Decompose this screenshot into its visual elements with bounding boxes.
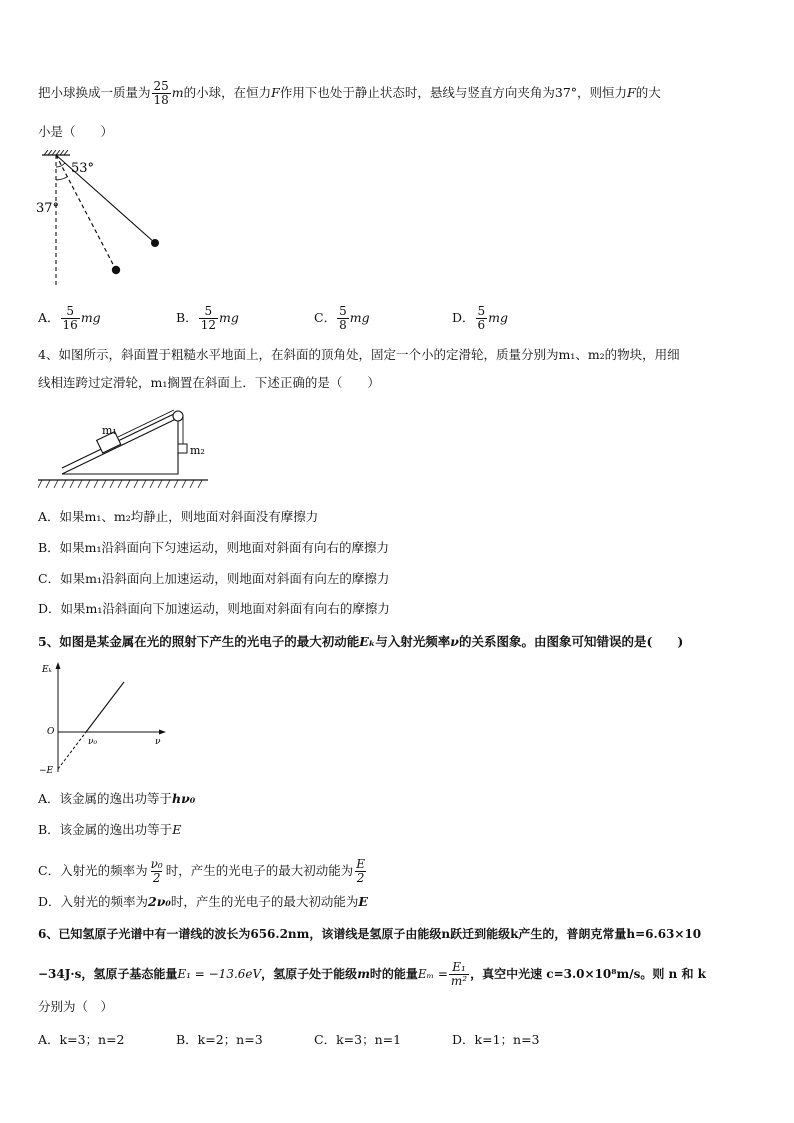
m1-label: m₁	[102, 424, 117, 437]
q4-option-a[interactable]: A．如果m₁、m₂均静止，则地面对斜面没有摩擦力	[38, 509, 319, 524]
mass-var: m	[171, 85, 184, 100]
q3-stem-line1: 把小球换成一质量为 $\frac{25}{18}$ m的小球，在恒力F作用下也处于静止状态时，悬线与竖直方向夹角为37°，则恒力F的大	[38, 79, 661, 107]
q4-stem-line1: 4、如图所示，斜面置于粗糙水平地面上，在斜面的顶角处，固定一个小的定滑轮，质量分别为m₁、m₂的物块，用细	[38, 347, 680, 362]
q6-option-d[interactable]: D．k=1；n=3	[452, 1032, 540, 1047]
q3-option-c[interactable]: C． $\frac{5}{8}$ mg	[314, 304, 370, 332]
q6-stem-line1: 6、已知氢原子光谱中有一谱线的波长为656.2nm，该谱线是氢原子由能级n跃迁到能级k产生的，普朗克常量h=6.63×10	[38, 927, 702, 941]
q6-option-b[interactable]: B．k=2；n=3	[176, 1032, 263, 1047]
q5-option-c[interactable]: C．入射光的频率为 $\frac{\text{ν₀}}{2}$ 时，产生的光电子的最大初动能为 $\frac{E}{2}$	[38, 857, 365, 885]
q3-option-a[interactable]: A． $\frac{5}{16}$ mg	[38, 304, 101, 332]
m2-label: m₂	[190, 444, 205, 457]
angle-53-label: 53°	[71, 161, 95, 176]
q5-stem: 5、如图是某金属在光的照射下产生的光电子的最大初动能Eₖ与入射光频率ν的关系图象。由图象可知错误的是( )	[38, 634, 684, 649]
q6-stem-line2: −34J·s，氢原子基态能量E₁ = −13.6eV，氢原子处于能级m时的能量Eₘ = $\frac{\text{E₁}}{\text{m²}}$ ，真空中光速 c=3.0×10⁸m/s。则 n 和 k	[38, 960, 706, 988]
q4-stem-line2: 线相连跨过定滑轮，m₁搁置在斜面上．下述正确的是（ ）	[38, 375, 380, 390]
q3-option-d[interactable]: D． $\frac{5}{6}$ mg	[452, 304, 509, 332]
q4-option-b[interactable]: B．如果m₁沿斜面向下匀速运动，则地面对斜面有向右的摩擦力	[38, 540, 390, 555]
ek-nu-graph	[38, 660, 173, 780]
y-axis-label: Eₖ	[42, 665, 52, 675]
q6-stem-line3: 分别为（ ）	[38, 999, 114, 1014]
q4-option-d[interactable]: D．如果m₁沿斜面向下加速运动，则地面对斜面有向右的摩擦力	[38, 601, 390, 616]
mass-fraction: $\frac{25}{18}$	[153, 79, 169, 107]
ground-energy: E₁ = −13.6eV	[177, 967, 262, 981]
origin-label: O	[47, 727, 55, 737]
angle-37-label: 37°	[36, 201, 60, 216]
q3-stem-line2: 小是（ ）	[38, 124, 114, 139]
q5-option-d[interactable]: D．入射光的频率为2ν₀时，产生的光电子的最大初动能为E	[38, 894, 368, 909]
x-axis-label: ν	[155, 737, 161, 747]
q4-option-c[interactable]: C．如果m₁沿斜面向上加速运动，则地面对斜面有向左的摩擦力	[38, 571, 390, 586]
q3-text-a: 把小球换成一质量为	[38, 85, 151, 100]
neg-e-label: −E	[39, 766, 54, 776]
nu0-label: ν₀	[88, 737, 98, 747]
pendulum-figure	[36, 150, 176, 290]
incline-figure	[38, 408, 213, 494]
q3-option-b[interactable]: B． $\frac{5}{12}$ mg	[176, 304, 239, 332]
q6-option-a[interactable]: A．k=3；n=2	[38, 1032, 125, 1047]
q5-option-a[interactable]: A．该金属的逸出功等于hν₀	[38, 791, 196, 806]
q5-option-b[interactable]: B．该金属的逸出功等于E	[38, 822, 182, 837]
q6-option-c[interactable]: C．k=3；n=1	[314, 1032, 402, 1047]
